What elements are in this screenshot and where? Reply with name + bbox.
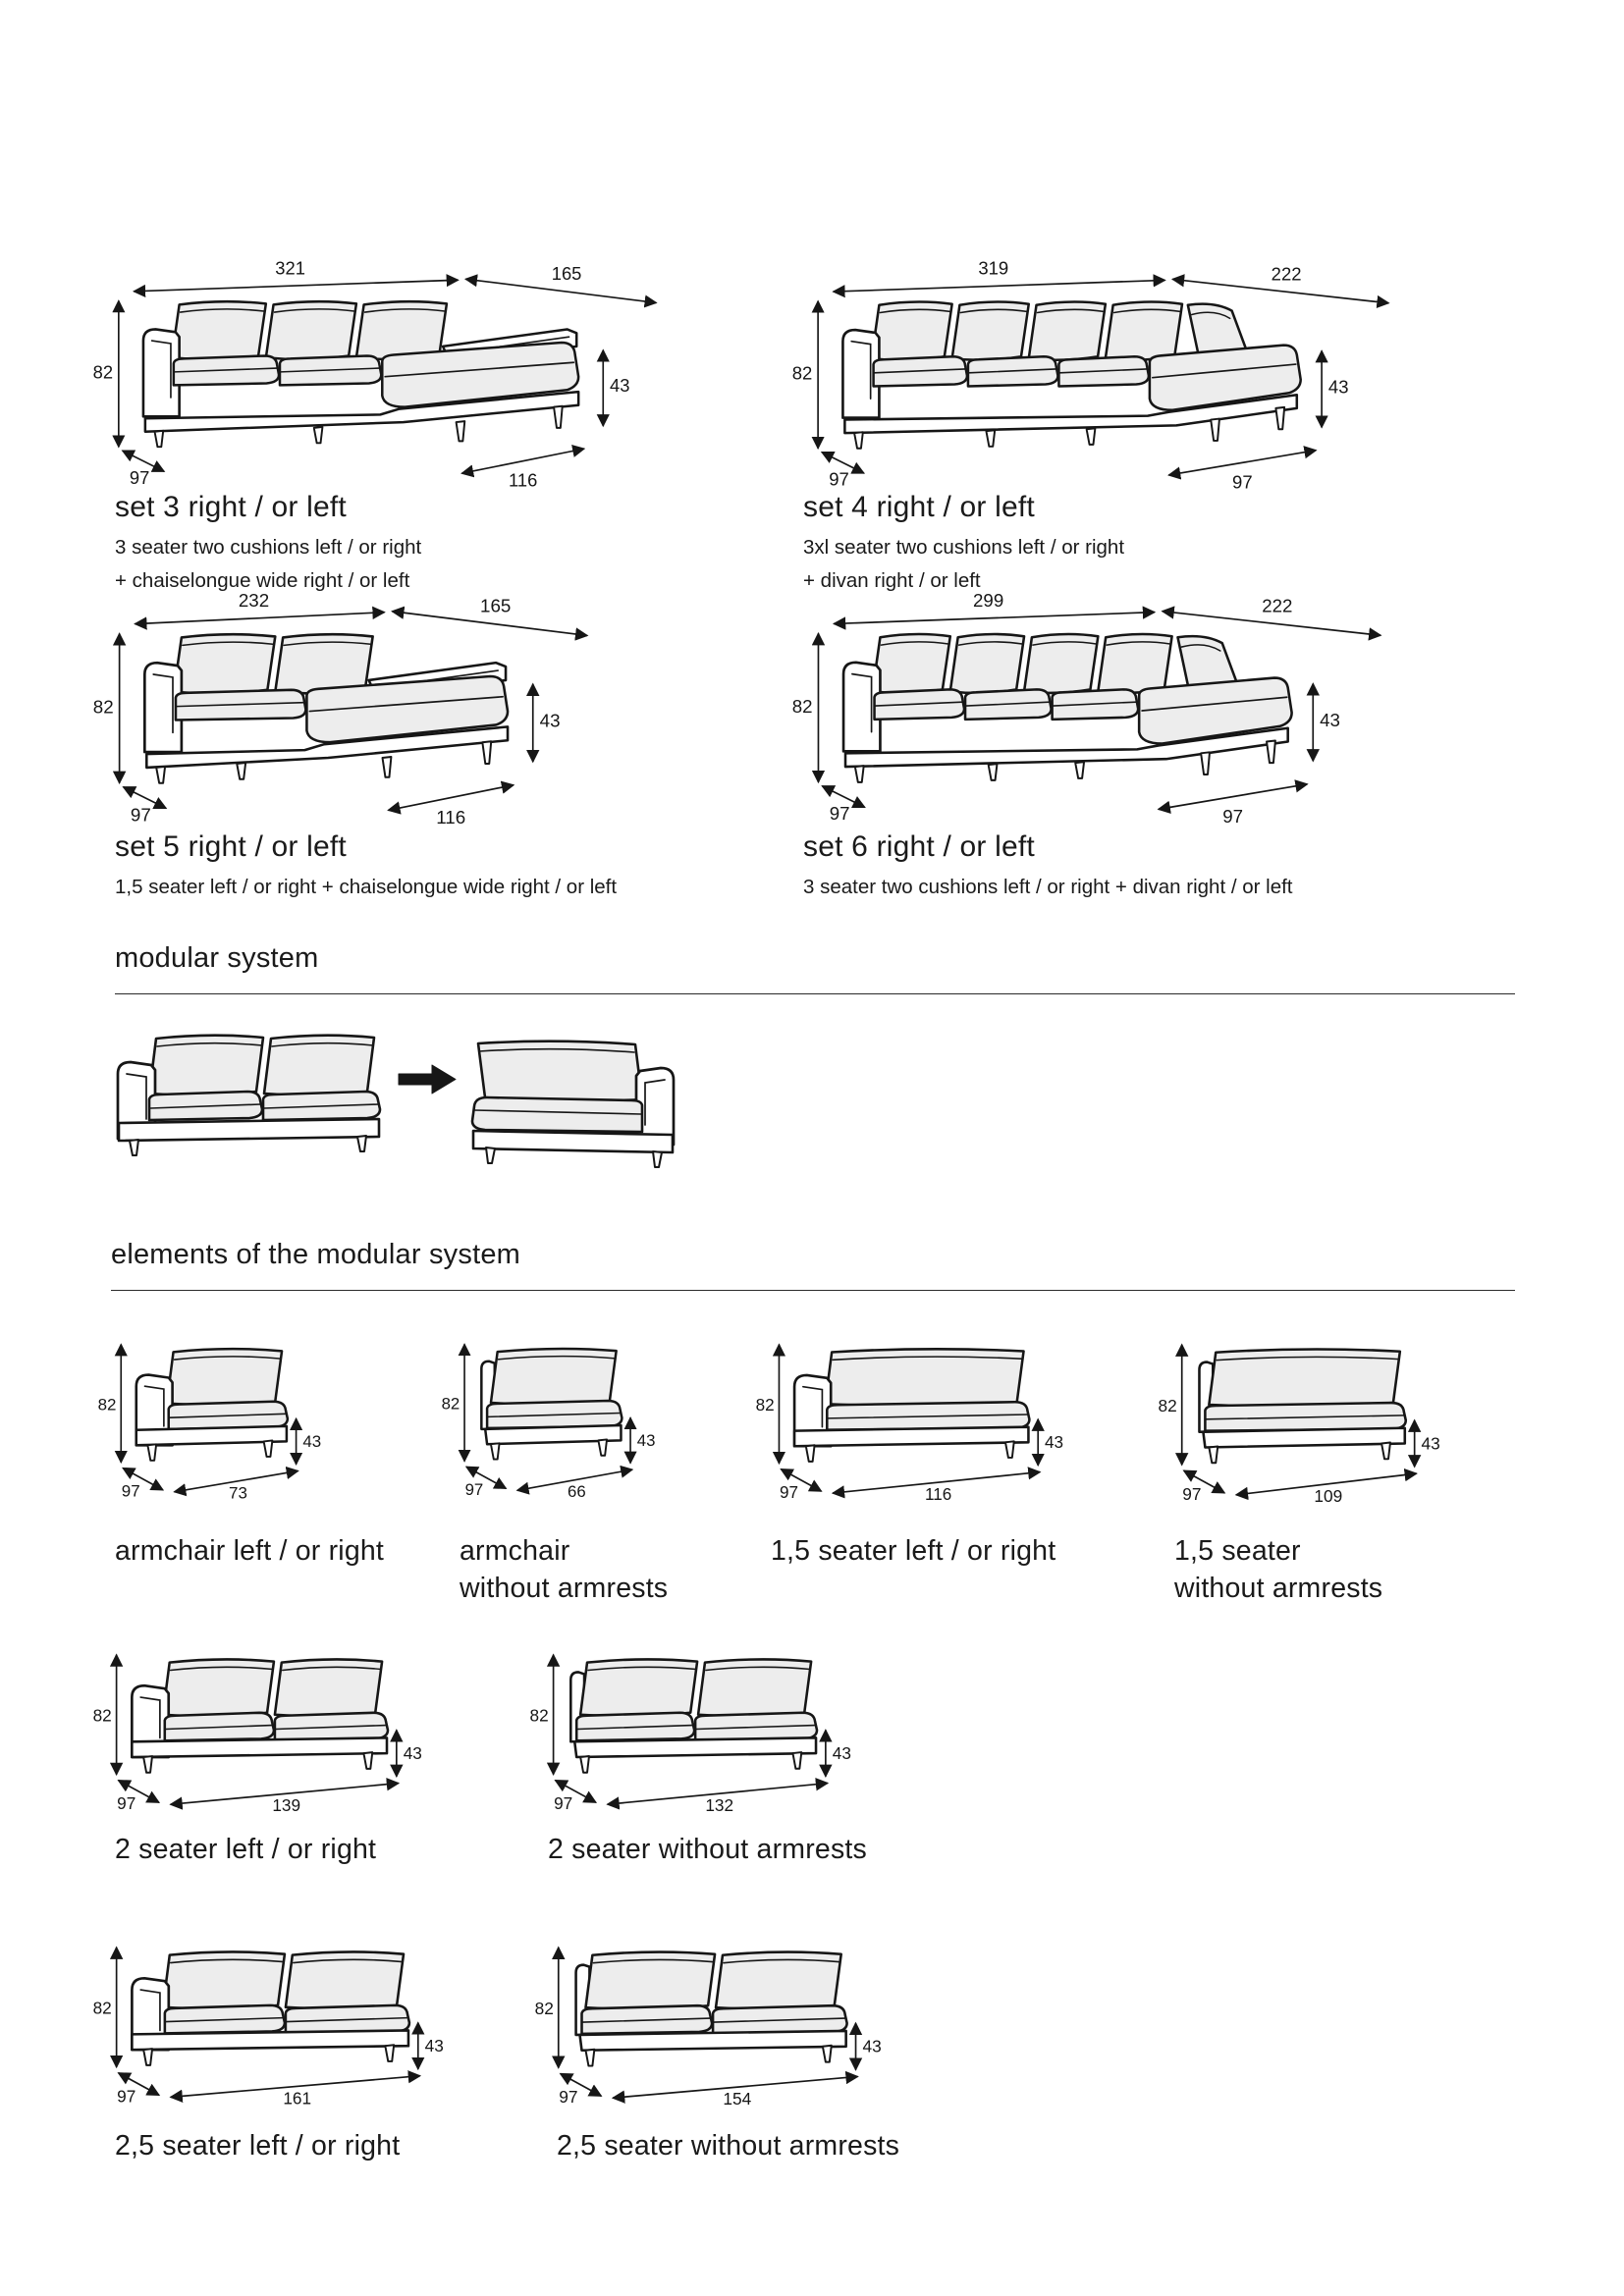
dimension-value: 97 <box>121 1481 140 1501</box>
caption-line: 2 seater left / or right <box>115 1834 377 1865</box>
set6-sofa-drawing <box>785 591 1390 827</box>
seater15-na-caption <box>1174 1533 1382 1608</box>
dimension-value: 43 <box>1045 1433 1064 1453</box>
dimension-value: 82 <box>441 1394 460 1414</box>
set4-caption <box>803 491 1124 600</box>
dimension-value: 321 <box>275 257 305 279</box>
seater2-na-diagram <box>529 1641 876 1816</box>
set3-desc-line1: 3 seater two cushions left / or right <box>115 536 422 559</box>
dimension-value: 43 <box>1421 1433 1440 1454</box>
dimension-value: 139 <box>272 1795 301 1816</box>
dimension-value: 73 <box>229 1483 247 1503</box>
detach-arrow-icon <box>399 1065 456 1094</box>
seater15-lr-caption <box>771 1533 1056 1571</box>
dimension-value: 97 <box>117 1793 136 1814</box>
dimension-value: 222 <box>1262 595 1293 616</box>
caption-line: armchair <box>460 1535 570 1567</box>
caption-line: 2 seater without armrests <box>548 1834 867 1865</box>
set3-caption <box>115 491 421 600</box>
caption-line: 1,5 seater left / or right <box>771 1535 1056 1567</box>
modular-section-divider <box>115 993 1515 994</box>
seater2-na-drawing <box>529 1641 876 1816</box>
dimension-value: 43 <box>302 1432 322 1452</box>
dimension-value: 97 <box>1182 1483 1202 1504</box>
dimension-value: 165 <box>480 595 512 616</box>
dimension-value: 82 <box>791 695 813 717</box>
set5-desc-line1: 1,5 seater left / or right + chaiselongue wide right / or left <box>115 876 618 898</box>
dimension-value: 222 <box>1271 263 1302 285</box>
dimension-value: 165 <box>551 263 582 285</box>
dimension-value: 82 <box>529 1705 549 1726</box>
elements-section-divider <box>111 1290 1515 1291</box>
seater25-lr-diagram <box>92 1934 468 2109</box>
set6-diagram <box>785 591 1390 827</box>
armchair-na-caption <box>460 1533 668 1608</box>
seater2-lr-diagram <box>92 1641 447 1816</box>
chaise-module <box>472 1041 674 1167</box>
dimension-value: 82 <box>92 1705 112 1726</box>
dimension-value: 132 <box>705 1795 734 1816</box>
armchair-na-drawing <box>441 1331 679 1502</box>
dimension-value: 97 <box>464 1480 484 1500</box>
set4-title: set 4 right / or left <box>803 491 1035 523</box>
modular-system-drawing <box>104 1013 693 1180</box>
dimension-value: 299 <box>973 589 1004 611</box>
set5-caption <box>115 830 617 906</box>
dimension-value: 43 <box>1327 376 1349 398</box>
dimension-value: 82 <box>791 362 813 384</box>
dimension-value: 82 <box>92 1998 112 2018</box>
set5-sofa-drawing <box>86 591 597 828</box>
seater25-na-caption <box>557 2128 899 2165</box>
two-seater-module <box>118 1036 380 1155</box>
seater25-lr-drawing <box>92 1934 468 2109</box>
seater15-lr-drawing <box>756 1331 1088 1502</box>
caption-line: 2,5 seater without armrests <box>557 2130 900 2162</box>
dimension-value: 82 <box>92 696 114 718</box>
dimension-value: 116 <box>436 807 466 828</box>
dimension-value: 97 <box>559 2087 578 2108</box>
caption-line: without armrests <box>1174 1572 1383 1604</box>
seater2-lr-drawing <box>92 1641 447 1816</box>
caption-line: armchair left / or right <box>115 1535 385 1567</box>
set5-diagram <box>86 591 597 828</box>
set6-title: set 6 right / or left <box>803 830 1035 863</box>
dimension-value: 97 <box>129 466 150 488</box>
seater2-na-caption <box>548 1832 867 1869</box>
dimension-value: 154 <box>723 2089 752 2109</box>
dimension-value: 43 <box>636 1431 656 1451</box>
dimension-value: 97 <box>130 804 151 826</box>
dimension-value: 109 <box>1314 1485 1343 1506</box>
dimension-value: 82 <box>97 1395 117 1415</box>
seater15-lr-diagram <box>756 1331 1088 1502</box>
set3-title: set 3 right / or left <box>115 491 347 523</box>
set5-title: set 5 right / or left <box>115 830 347 863</box>
seater25-na-drawing <box>535 1934 906 2107</box>
dimension-value: 97 <box>1232 471 1253 493</box>
caption-line: 1,5 seater <box>1174 1535 1301 1567</box>
dimension-value: 43 <box>610 375 630 397</box>
set6-desc-line1: 3 seater two cushions left / or right + divan right / or left <box>803 876 1293 898</box>
dimension-value: 97 <box>779 1482 798 1502</box>
elements-heading: elements of the modular system <box>111 1239 521 1270</box>
set3-desc-line2: + chaiselongue wide right / or left <box>115 569 410 593</box>
set3-diagram <box>86 259 666 491</box>
dimension-value: 66 <box>567 1482 586 1502</box>
set4-desc-line2: + divan right / or left <box>803 569 981 593</box>
dimension-value: 43 <box>832 1742 851 1763</box>
dimension-value: 43 <box>1320 709 1340 730</box>
set6-caption <box>803 830 1293 906</box>
dimension-value: 97 <box>117 2086 136 2107</box>
dimension-value: 82 <box>1158 1395 1177 1415</box>
seater2-lr-caption <box>115 1832 376 1869</box>
modular-system-diagram <box>104 1013 693 1180</box>
dimension-value: 97 <box>829 803 850 825</box>
dimension-value: 116 <box>509 469 538 491</box>
dimension-value: 82 <box>92 361 114 383</box>
seater15-na-drawing <box>1159 1331 1465 1504</box>
dimension-value: 97 <box>554 1793 573 1814</box>
dimension-value: 319 <box>978 257 1009 279</box>
dimension-value: 116 <box>924 1484 952 1504</box>
dimension-value: 43 <box>424 2036 444 2056</box>
armchair-lr-caption <box>115 1533 384 1571</box>
armchair-lr-diagram <box>98 1331 346 1501</box>
set4-desc-line1: 3xl seater two cushions left / or right <box>803 536 1125 559</box>
dimension-value: 43 <box>862 2036 882 2056</box>
dimension-value: 232 <box>238 589 270 611</box>
caption-line: 2,5 seater left / or right <box>115 2130 401 2162</box>
set3-sofa-drawing <box>86 259 666 491</box>
armchair-na-diagram <box>441 1331 679 1502</box>
dimension-value: 82 <box>755 1396 775 1415</box>
modular-system-heading: modular system <box>115 942 319 974</box>
dimension-value: 43 <box>539 710 561 731</box>
seater25-na-diagram <box>535 1934 906 2107</box>
seater15-na-diagram <box>1159 1331 1465 1504</box>
dimension-value: 82 <box>534 1999 554 2019</box>
dimension-value: 161 <box>283 2088 312 2109</box>
set4-diagram <box>785 259 1398 493</box>
seater25-lr-caption <box>115 2128 400 2165</box>
dimension-value: 43 <box>403 1742 422 1763</box>
dimension-value: 97 <box>829 468 849 490</box>
caption-line: without armrests <box>460 1572 669 1604</box>
armchair-lr-drawing <box>98 1331 346 1501</box>
set4-sofa-drawing <box>785 259 1398 493</box>
dimension-value: 97 <box>1222 806 1243 828</box>
